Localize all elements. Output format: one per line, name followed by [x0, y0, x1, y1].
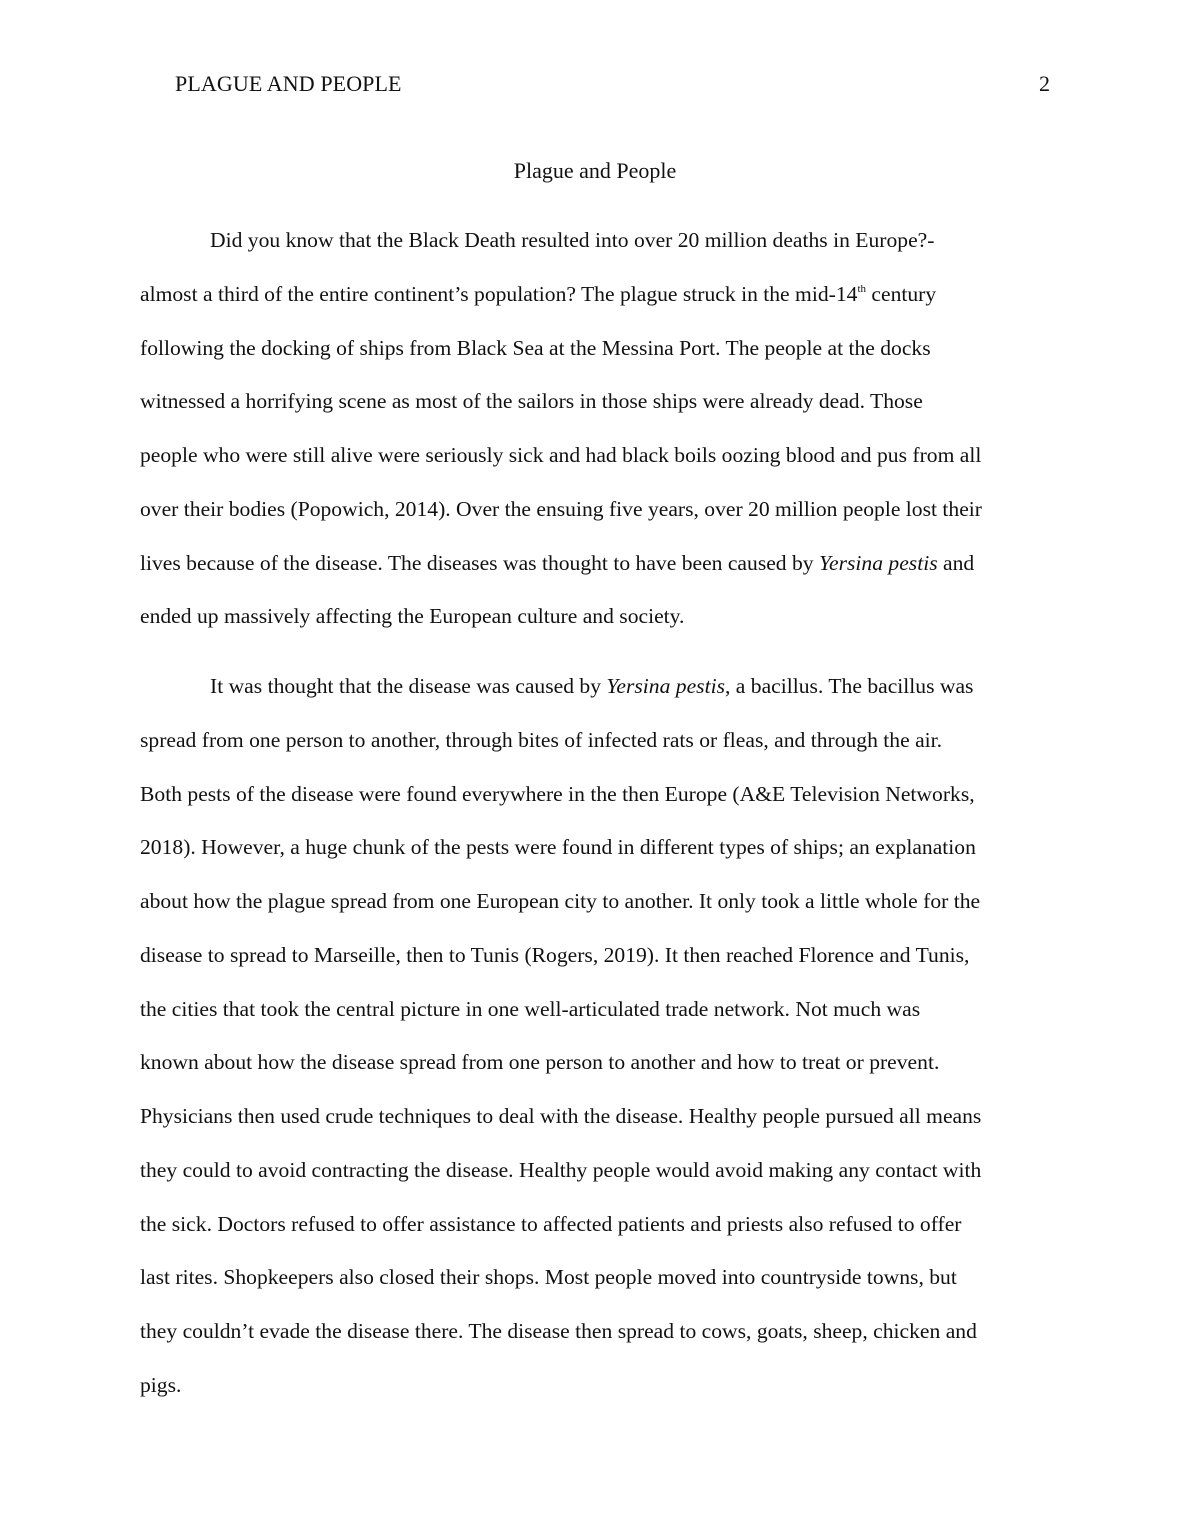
paragraph-2-line-7: the cities that took the central picture in one well-articulated trade network. Not much was: [140, 996, 921, 1021]
document-body: [140, 214, 1052, 1413]
paragraph-1-line-2: almost a third of the entire continent’s population? The plague struck in the mid-14th century: [140, 281, 937, 306]
paragraph-2-line-8: known about how the disease spread from one person to another and how to treat or prevent.: [140, 1050, 940, 1075]
superscript-th: th: [857, 282, 866, 295]
paragraph-2-line-1: It was thought that the disease was caused by Yersina pestis, a bacillus. The bacillus was: [210, 674, 974, 698]
paragraph-1-line-4: witnessed a horrifying scene as most of the sailors in those ships were already dead. Those: [140, 389, 923, 414]
paragraph-2-line-4: 2018). However, a huge chunk of the pests were found in different types of ships; an explanation: [140, 835, 976, 860]
paragraph-1-line-8: ended up massively affecting the European culture and society.: [140, 604, 685, 629]
italic-species-name: Yersina pestis: [606, 674, 725, 698]
paragraph-2-line-10: they could to avoid contracting the disease. Healthy people would avoid making any contact with: [140, 1157, 982, 1182]
paragraph-2-line-3: Both pests of the disease were found everywhere in the then Europe (A&E Television Networks,: [140, 781, 975, 806]
paragraph-2-line-6: disease to spread to Marseille, then to Tunis (Rogers, 2019). It then reached Florence and Tunis,: [140, 942, 970, 967]
italic-species-name: Yersina pestis: [819, 550, 938, 575]
paragraph-1-line-1: Did you know that the Black Death resulted into over 20 million deaths in Europe?-: [210, 228, 935, 252]
paragraph-2-line-14: pigs.: [140, 1372, 182, 1397]
paragraph-1: [140, 214, 1052, 644]
document-title: Plague and People: [513, 158, 677, 183]
paragraph-1-line-6: over their bodies (Popowich, 2014). Over the ensuing five years, over 20 million people lost their: [140, 496, 982, 521]
paragraph-2: [140, 660, 1052, 1413]
paragraph-2-line-5: about how the plague spread from one European city to another. It only took a little whole for the: [140, 889, 981, 913]
paragraph-2-line-9: Physicians then used crude techniques to deal with the disease. Healthy people pursued all means: [140, 1104, 982, 1128]
paragraph-1-line-5: people who were still alive were seriously sick and had black boils oozing blood and pus from all: [140, 443, 982, 467]
paragraph-1-line-7: lives because of the disease. The diseases was thought to have been caused by Yersina pestis and: [140, 550, 975, 575]
paragraph-1-line-3: following the docking of ships from Black Sea at the Messina Port. The people at the docks: [140, 335, 931, 360]
paragraph-2-line-12: last rites. Shopkeepers also closed their shops. Most people moved into countryside towns, but: [140, 1265, 957, 1290]
paragraph-2-line-11: the sick. Doctors refused to offer assistance to affected patients and priests also refused to offer: [140, 1211, 962, 1236]
paragraph-2-line-13: they couldn’t evade the disease there. The disease then spread to cows, goats, sheep, chicken and: [140, 1319, 977, 1343]
running-head: PLAGUE AND PEOPLE: [175, 71, 402, 96]
paragraph-2-line-2: spread from one person to another, through bites of infected rats or fleas, and through the air.: [140, 727, 943, 752]
page-number: 2: [1039, 71, 1050, 96]
